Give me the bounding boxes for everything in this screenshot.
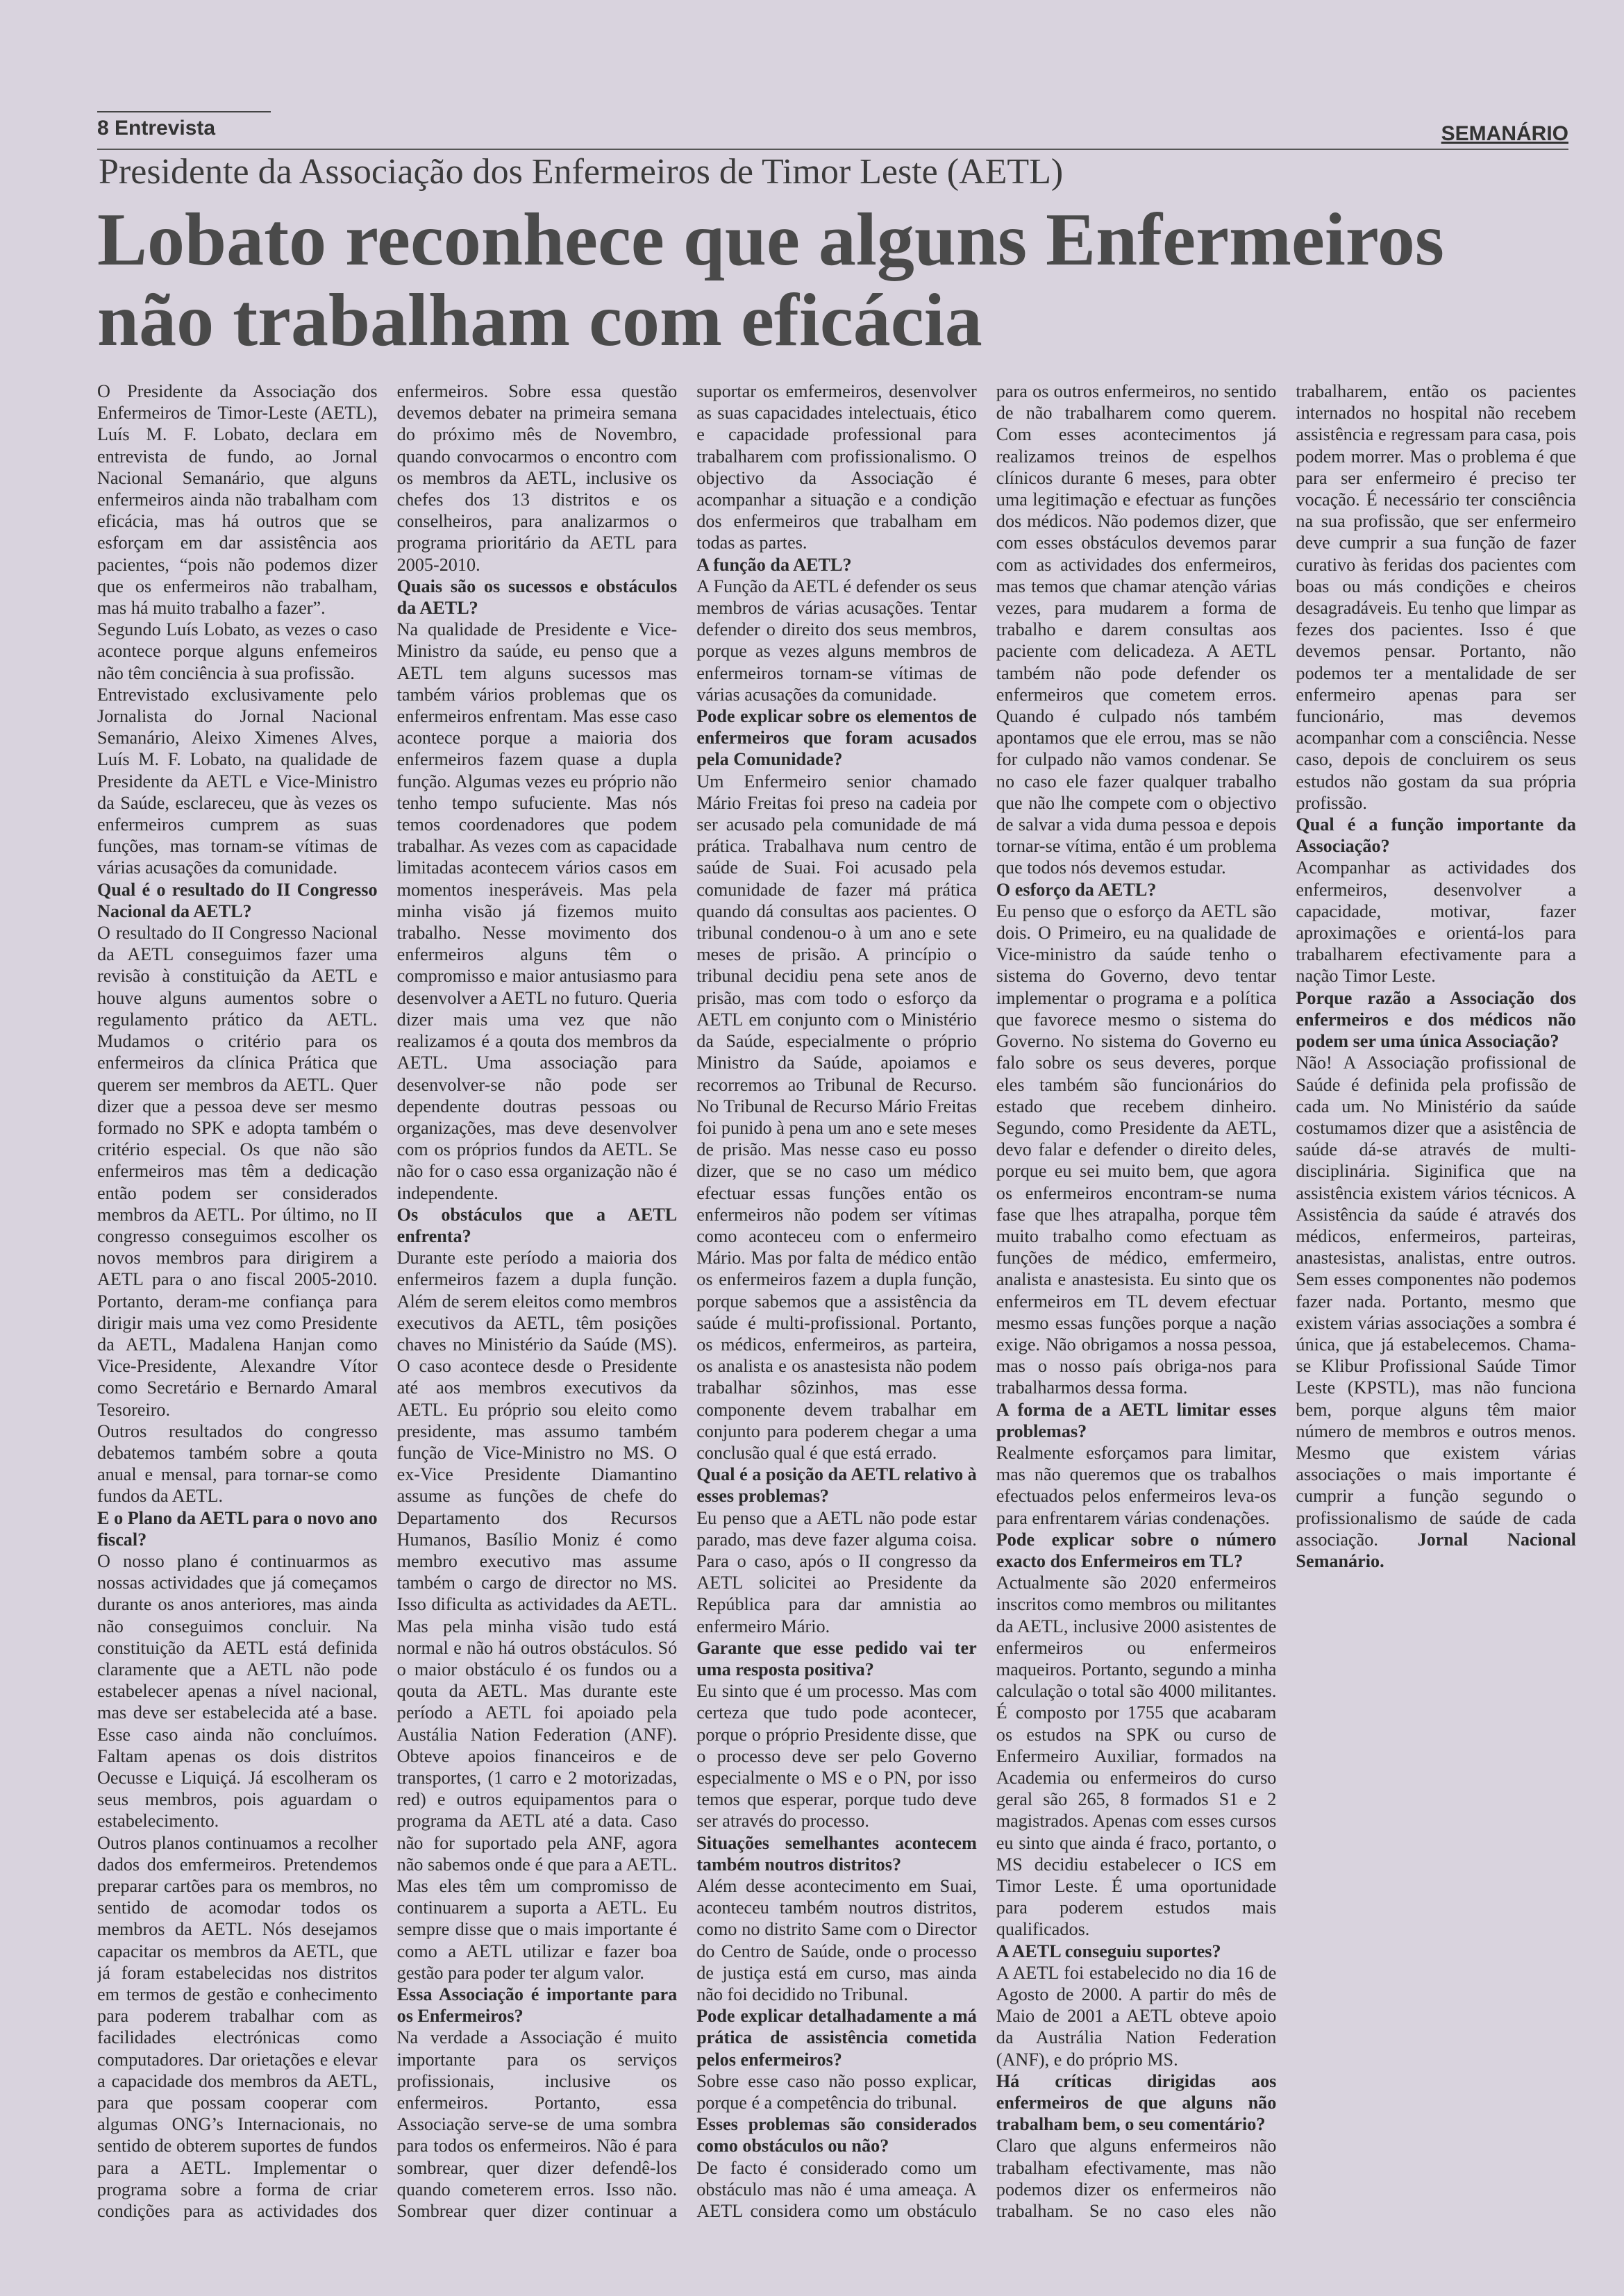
interview-question: Garante que esse pedido vai ter uma resposta positiva? bbox=[696, 1637, 977, 1679]
interview-question: Qual é a função importante da Associação? bbox=[1296, 814, 1576, 857]
interview-question: Essa Associação é importante para os Enfermeiros? bbox=[396, 1984, 678, 2027]
article-paragraph: Eu penso que o esforço da AETL são dois. O Primeiro, eu na qualidade de Vice-ministro da saúde tenho o sistema do Governo, devo tentar implementar o programa e a política que favorece mesmo o sistema do Governo. No sistema do Governo eu falo sobre os seus deveres, porque eles também são funcionários do estado que recebem dinheiro. Segundo, como Presidente da AETL, devo falar e defender o direito deles, porque eu sei muito bem, que agora os enfermeiros encontram-se numa fase que lhes atrapalha, porque têm muito trabalho como efectuam as funções de médico, emfermeiro, analista e anastesista. Eu sinto que os enfermeiros em TL devem efectuar mesmo essas funções porque a nação exige. Não obrigamos a nossa pessoa, mas o nosso país obriga-nos para trabalharmos dessa forma. bbox=[996, 900, 1277, 1398]
article-paragraph: Na verdade a Associação é muito importante para os serviços profissionais, inclusive os enfermeiros. Portanto, essa Associação serve-se de uma sombra para todos os enfermeiros. Não é para sombrear, quer dizer defendê-los quando cometerem erros. Isso não. Sombrear quer dizer continuar a suportar os emfermeiros, desenvolver as suas capacidades intelectuais, ético e capacidade professional para trabalharem com profissionalismo. O objectivo da Associação é acompanhar a situação e a condição dos enfermeiros que trabalham em todas as partes. bbox=[396, 381, 977, 2222]
interview-question: Pode explicar detalhadamente a má prática de assistência cometida pelos enfermeiros? bbox=[696, 2006, 977, 2070]
article-paragraph: Sobre esse caso não posso explicar, porque é a competência do tribunal. bbox=[696, 2070, 977, 2113]
interview-question: A função da AETL? bbox=[696, 554, 852, 575]
article-paragraph: Claro que alguns enfermeiros não trabalham efectivamente, mas não podemos dizer os enfermeiros não trabalham. Se no caso eles não trabalharem, então os pacientes internados no hospital não recebem assistência e regressam para casa, pois podem morrer. Mas o problema é que para ser enfermeiro é preciso ter vocação. É necessário ter consciência na sua profissão, que ser enfermeiro deve cumprir a sua função de fazer curativo às feridas dos pacientes com boas ou más condições e cheiros desagradáveis. Eu tenho que limpar as fezes dos pacientes. Isso é que devemos pensar. Portanto, não podemos ter a mentalidade de ser enfermeiro apenas para ser funcionário, mas devemos acompanhar com a consciência. Nesse caso, depois de concluirem os seus estudos não gostam da sua própria profissão. bbox=[996, 381, 1576, 2222]
article-paragraph: Durante este período a maioria dos enfermeiros fazem a dupla função. Além de serem eleitos como membros executivos da AETL, têm posições chaves no Ministério da Saúde (MS). O caso acontece desde o Presidente até aos membros executivos da AETL. Eu próprio sou eleito como presidente, mas assumo também função de Vice-Ministro no MS. O ex-Vice Presidente Diamantino assume as funções de chefe do Departamento dos Recursos Humanos, Basílio Moniz é como membro executivo mas assume também o cargo de director no MS. Isso dificulta as actividades da AETL. Mas pela minha visão tudo está normal e não há outros obstáculos. Só o maior obstáculo é os fundos ou a qouta da AETL. Mas durante este período a AETL foi apoiado pela Austália Nation Federation (ANF). Obteve apoios financeiros e de transportes, (1 carro e 2 motorizadas, red) e outros equipamentos para o programa da AETL até a data. Caso não for suportado pela ANF, agora não sabemos onde é que para a AETL. Mas eles têm um compromisso de continuarem a suporta a AETL. Eu sempre disse que o mais importante é como a AETL utilizar e fazer boa gestão para poder ter algum valor. bbox=[396, 1248, 678, 1983]
article-paragraph: O resultado do II Congresso Nacional da AETL conseguimos fazer uma revisão à constituição da AETL e houve alguns aumentos sobre o regulamento prático da AETL. Mudamos o critério para os enfermeiros da clínica Prática que querem ser membros da AETL. Quer dizer que a pessoa deve ser mesmo formado no SPK e adopta também o critério especial. Os que não são enfermeiros mas têm a dedicação então podem ser considerados membros da AETL. Por último, no II congresso conseguimos escolher os novos membros para dirigirem a AETL para o ano fiscal 2005-2010. Portanto, deram-me confiança para dirigir mais uma vez como Presidente da AETL, Madalena Hanjan como Vice-Presidente, Alexandre Vítor como Secretário e Bernardo Amaral Tesoreiro. bbox=[97, 923, 378, 1420]
article-paragraph: A AETL foi estabelecido no dia 16 de Agosto de 2000. A partir do mês de Maio de 2001 a AETL obteve apoio da Austrália Nation Federation (ANF), e do próprio MS. bbox=[996, 1962, 1277, 2070]
interview-question: Pode explicar sobre o número exacto dos Enfermeiros em TL? bbox=[996, 1529, 1277, 1571]
article-paragraph: Outros resultados do congresso debatemos também sobre a qouta anual e mensal, para tornar-se como fundos da AETL. bbox=[97, 1421, 378, 1507]
article-paragraph: Não! A Associação profissional de Saúde é definida pela profissão de cada um. No Ministério da saúde costumamos dizer que a asistência de saúde dá-se através de multi-disciplinária. Siginifica que na assistência existem vários técnicos. A Assistência da saúde é através dos médicos, enfermeiros, parteiras, anastesistas, analistas, entre outros. Sem esses componentes não podemos fazer nada. Portanto, mesmo que existem várias associações a sombra é única, que já estabelecemos. Chama-se Klibur Profissional Saúde Timor Leste (KPSTL), mas não funciona bem, porque alguns têm maior número de membros e outros menos. Mesmo que existem várias associações o mais importante é cumprir a função segundo o profissionalismo de saúde de cada associação. Jornal Nacional Semanário. bbox=[1296, 1053, 1576, 1571]
article-paragraph: Na qualidade de Presidente e Vice-Ministro da saúde, eu penso que a AETL tem alguns sucessos mas também vários problemas que os enfermeiros enfrentam. Mas esse caso acontece porque a maioria dos enfermeiros fazem quase a dupla função. Algumas vezes eu próprio não tenho tempo sufuciente. Mas nós temos coordenadores que podem trabalhar. As vezes com as capacidade limitadas acontecem vários casos em momentos inesperáveis. Mas pela minha visão já fizemos muito trabalho. Nesse movimento dos enfermeiros alguns têm o compromisso e maior antusiasmo para desenvolver a AETL no futuro. Queria dizer mais uma vez que não realizamos é a qouta dos membros da AETL. Uma associação para desenvolver-se não pode ser dependente doutras pessoas ou organizações, mas deve desenvolver com os próprios fundos da AETL. Se não for o caso essa organização não é independente. bbox=[396, 619, 678, 1203]
article-paragraph: Um Enfermeiro senior chamado Mário Freitas foi preso na cadeia por ser acusado pela comunidade de má prática. Trabalhava num centro de saúde de Suai. Foi acusado pela comunidade de fazer má prática quando dá consultas aos pacientes. O tribunal condenou-o à um ano e sete meses de prisão. A princípio o tribunal decidiu pena sete anos de prisão, mas com todo o esforço da AETL em conjunto com o Ministério da Saúde, especialmente o próprio Ministro da Saúde, apoiamos e recorremos ao Tribunal de Recurso. No Tribunal de Recurso Mário Freitas foi punido à pena um ano e sete meses de prisão. Mas nesse caso eu posso dizer, que se no caso um médico efectuar essas funções então os enfermeiros não podem ser vítimas como aconteceu com o enfermeiro Mário. Mas por falta de médico então os enfermeiros fazem a dupla função, porque sabemos que a assistência da saúde é multi-profissional. Portanto, os médicos, enfermeiros, as parteira, os analista e os anastesista não podem trabalhar sôzinhos, mas esse componente devem trabalhar em conjunto para poderem chegar a uma conclusão qual é que está errado. bbox=[696, 771, 977, 1463]
article-paragraph: Eu sinto que é um processo. Mas com certeza que tudo pode acontecer, porque o próprio Presidente disse, que o processo deve ser pelo Governo especialmente o MS e o PN, por isso temos que esperar, porque tudo deve ser através do processo. bbox=[696, 1681, 977, 1832]
article-paragraph: O nosso plano é continuarmos as nossas actividades que já começamos durante os anos anteriores, mas ainda não conseguimos concluir. Na constituição da AETL está definida claramente que a AETL não pode estabelecer apenas a nível nacional, mas deve ser estabelecida até a base. Esse caso ainda não concluímos. Faltam apenas os dois distritos Oecusse e Liquiçá. Já escolheram os seus membros, pois aguardam o estabelecimento. bbox=[97, 1550, 378, 1832]
article-paragraph: Segundo Luís Lobato, as vezes o caso acontece porque alguns enfemeiros não têm conciência à sua profissão. bbox=[97, 619, 378, 683]
article-body bbox=[97, 380, 1576, 2227]
folio-rule bbox=[97, 111, 271, 112]
headline: Lobato reconhece que alguns Enfermeiros não trabalham com eficácia bbox=[97, 199, 1444, 362]
article-paragraph: Eu penso que a AETL não pode estar parado, mas deve fazer alguma coisa. Para o caso, após o II congresso da AETL solicitei ao Presidente da República para dar amnistia ao enfermeiro Mário. bbox=[696, 1507, 977, 1636]
article-paragraph: O Presidente da Associação dos Enfermeiros de Timor-Leste (AETL), Luís M. F. Lobato, declara em entrevista de fundo, ao Jornal Nacional Semanário, que alguns enfermeiros ainda não trabalham com eficácia, mas há outros que se esforçam em dar assistência aos pacientes, “pois não podemos dizer que os enfermeiros não trabalham, mas há muito trabalho a fazer”. bbox=[97, 381, 378, 619]
article-paragraph: Acompanhar as actividades dos enfermeiros, desenvolver a capacidade, motivar, fazer aproximações e orientá-los para trabalharem efectivamente para a nação Timor Leste. bbox=[1296, 857, 1576, 987]
interview-question: Há críticas dirigidas aos enfermeiros de que alguns não trabalham bem, o seu comentário? bbox=[996, 2070, 1277, 2135]
article-paragraph: Realmente esforçamos para limitar, mas não queremos que os trabalhos efectuados pelos enfermeiros leva-os para enfrentarem várias condenações. bbox=[996, 1442, 1277, 1528]
article-paragraph: Actualmente são 2020 enfermeiros inscritos como membros ou militantes da AETL, inclusive 2000 asistentes de enfermeiros ou enfermeiros maqueiros. Portanto, segundo a minha calculação o total são 4000 militantes. É composto por 1755 que acabaram os estudos na SPK ou curso de Enfermeiro Auxiliar, formados na Academia ou enfermeiros do curso geral são 265, 8 formados S1 e 2 magistrados. Apenas com esses cursos eu sinto que ainda é fraco, portanto, o MS decidiu estabelecer o ICS em Timor Leste. É uma oportunidade para poderem estudos mais qualificados. bbox=[996, 1573, 1277, 1940]
kicker-line: Presidente da Associação dos Enfermeiros de Timor Leste (AETL) bbox=[99, 152, 1064, 192]
signature: Jornal Nacional Semanário. bbox=[1296, 1529, 1576, 1571]
interview-question: Qual é a posição da AETL relativo à esses problemas? bbox=[696, 1464, 977, 1507]
interview-question: A AETL conseguiu suportes? bbox=[996, 1941, 1221, 1961]
interview-question: Esses problemas são considerados como obstáculos ou não? bbox=[696, 2114, 977, 2156]
newspaper-name: SEMANÁRIO bbox=[1441, 122, 1568, 145]
interview-question: Qual é o resultado do II Congresso Nacional da AETL? bbox=[97, 879, 378, 921]
header-divider bbox=[97, 149, 1568, 150]
article-paragraph: Outros planos continuamos a recolher dados dos emfermeiros. Pretendemos preparar cartões para os membros, no sentido de acomodar todos os membros da AETL. Nós desejamos capacitar os membros da AETL, que já foram estabelecidas nos distritos em termos de gestão e conhecimento para poderem trabalhar com as facilidades electrónicas como computadores. Dar orietações e elevar a capacidade dos membros da AETL, para que possam cooperar com algumas ONG’s Internacionais, no sentido de obterem suportes de fundos para a AETL. Implementar o programa sobre a forma de criar condições para as actividades dos enfermeiros. Sobre essa questão devemos debater na primeira semana do próximo mês de Novembro, quando convocarmos o encontro com os membros da AETL, inclusive os chefes dos 13 distritos e os conselheiros, para analizarmos o programa prioritário da AETL para 2005-2010. bbox=[97, 381, 678, 2222]
interview-question: A forma de a AETL limitar esses problemas? bbox=[996, 1399, 1277, 1441]
interview-question: Situações semelhantes acontecem também noutros distritos? bbox=[696, 1832, 977, 1875]
interview-question: E o Plano da AETL para o novo ano fiscal? bbox=[97, 1507, 378, 1550]
section-folio: 8 Entrevista bbox=[97, 117, 216, 140]
interview-question: Os obstáculos que a AETL enfrenta? bbox=[396, 1204, 678, 1246]
interview-question: Pode explicar sobre os elementos de enfermeiros que foram acusados pela Comunidade? bbox=[696, 706, 977, 770]
interview-question: Porque razão a Associação dos enfermeiros e dos médicos não podem ser uma única Associação? bbox=[1296, 987, 1576, 1052]
interview-question: Quais são os sucessos e obstáculos da AETL? bbox=[396, 576, 678, 619]
article-paragraph: A Função da AETL é defender os seus membros de várias acusações. Tentar defender o direito dos seus membros, porque as vezes alguns membros de enfermeiros tornam-se vítimas de várias acusações da comunidade. bbox=[696, 576, 977, 705]
article-paragraph: Além desse acontecimento em Suai, aconteceu também noutros distritos, como no distrito Same com o Director do Centro de Saúde, onde o processo de justiça está em curso, mas ainda não foi decidido no Tribunal. bbox=[696, 1876, 977, 2005]
article-paragraph: De facto é considerado como um obstáculo mas não é uma ameaça. A AETL considera como um obstáculo para os outros enfermeiros, no sentido de não trabalharem como querem. Com esses acontecimentos já realizamos treinos de espelhos clínicos durante 6 meses, para obter uma legitimação e efectuar as funções dos médicos. Não podemos dizer, que com esses obstáculos devemos parar com as actividades dos enfermeiros, mas temos que chamar atenção várias vezes, para mudarem a forma de trabalho e darem consultas aos paciente com delicadeza. A AETL também não pode defender os enfermeiros que cometem erros. Quando é culpado nós também apontamos que ele errou, mas se não for culpado não vamos condenar. Se no caso ele fazer qualquer trabalho que não lhe compete com o objectivo de salvar a vida duma pessoa e depois tornar-se vítima, então é um problema que todos nós devemos estudar. bbox=[696, 381, 1277, 2222]
article-paragraph: Entrevistado exclusivamente pelo Jornalista do Jornal Nacional Semanário, Aleixo Ximenes Alves, Luís M. F. Lobato, na qualidade de Presidente da AETL e Vice-Ministro da Saúde, esclareceu, que às vezes os enfermeiros cumprem as suas funções, mas tornam-se vítimas de várias acusações da comunidade. bbox=[97, 684, 378, 878]
interview-question: O esforço da AETL? bbox=[996, 879, 1157, 900]
